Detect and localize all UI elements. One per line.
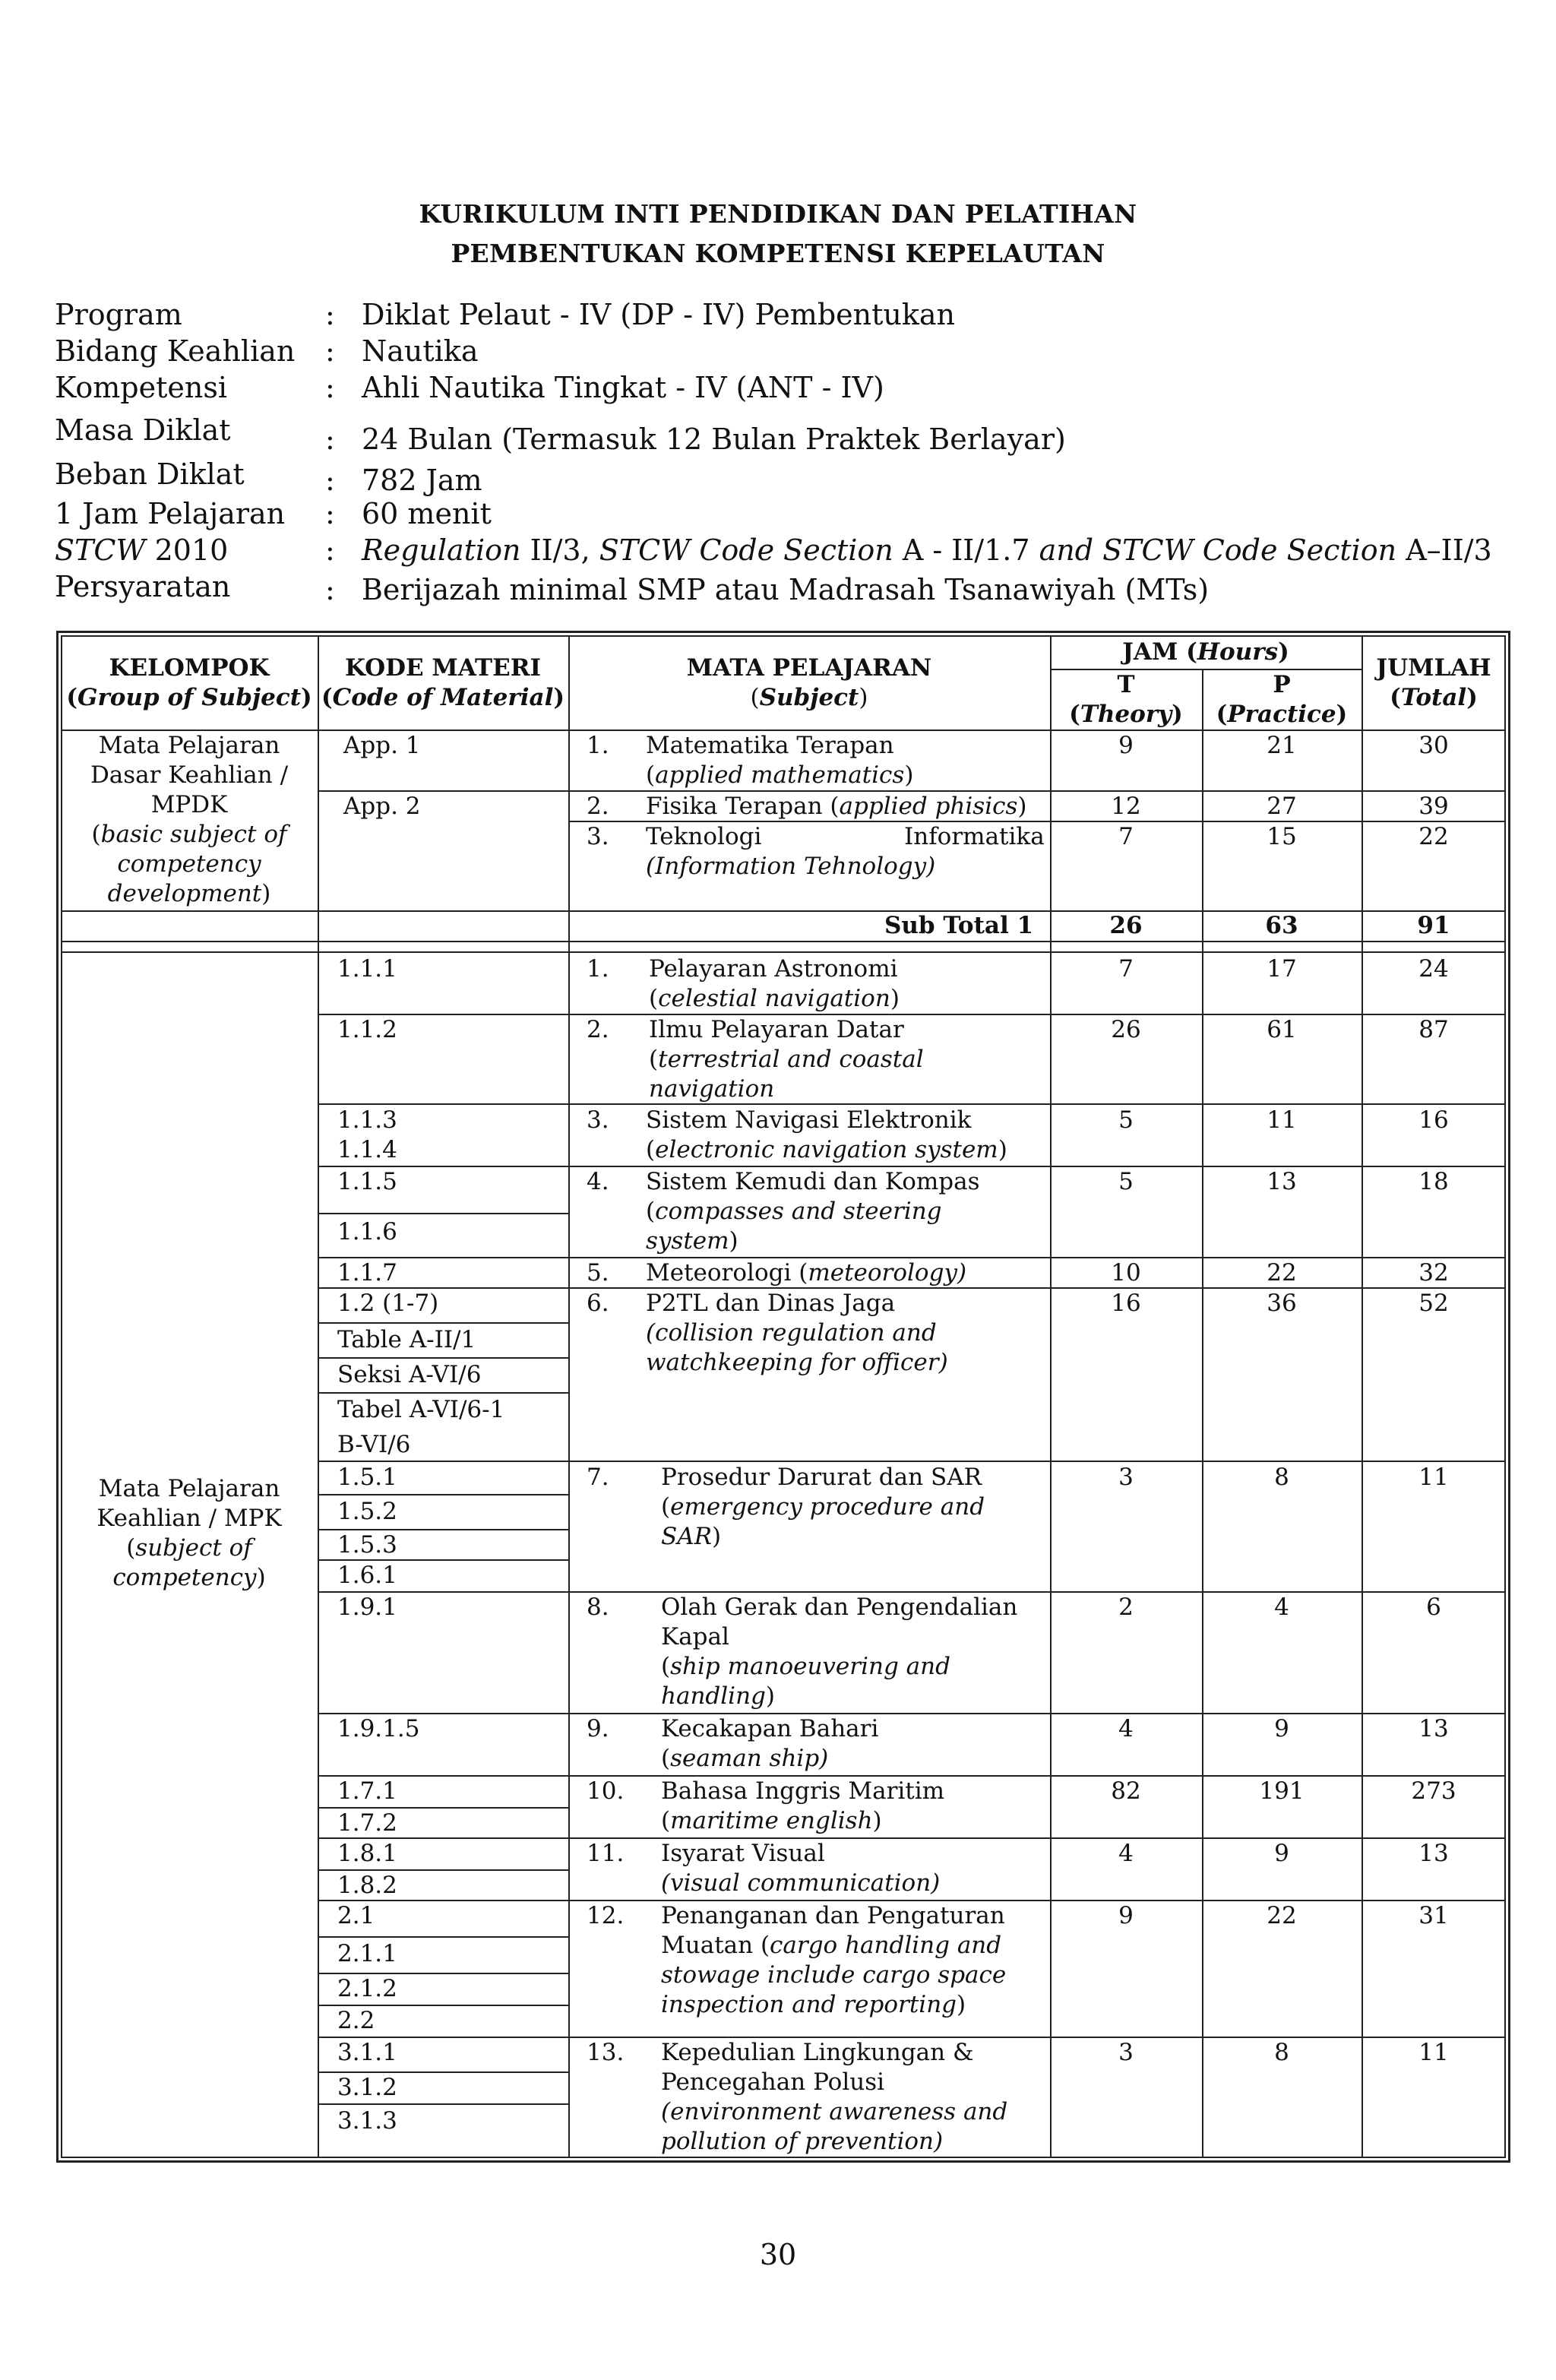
document-title-line1: KURIKULUM INTI PENDIDIKAN DAN PELATIHAN bbox=[419, 199, 1137, 229]
group-mpk-label: Mata Pelajaran Keahlian / MPK (subject of competency) bbox=[96, 1475, 282, 1591]
header-practice: P (Practice) bbox=[1216, 671, 1348, 728]
header-theory: T (Theory) bbox=[1069, 671, 1183, 728]
page-number: 30 bbox=[759, 2238, 797, 2271]
group-mpdk-label: Mata Pelajaran Dasar Keahlian / MPDK (basic subject of competency development) bbox=[90, 732, 289, 907]
header-kelompok: KELOMPOK (Group of Subject) bbox=[66, 654, 312, 711]
header-jam: JAM (Hours) bbox=[1122, 638, 1289, 666]
document-title-line2: PEMBENTUKAN KOMPETENSI KEPELAUTAN bbox=[451, 239, 1105, 268]
header-mata-pelajaran: MATA PELAJARAN (Subject) bbox=[686, 654, 932, 711]
header-jumlah: JUMLAH (Total) bbox=[1376, 654, 1491, 711]
header-kode-materi: KODE MATERI (Code of Material) bbox=[321, 654, 565, 711]
